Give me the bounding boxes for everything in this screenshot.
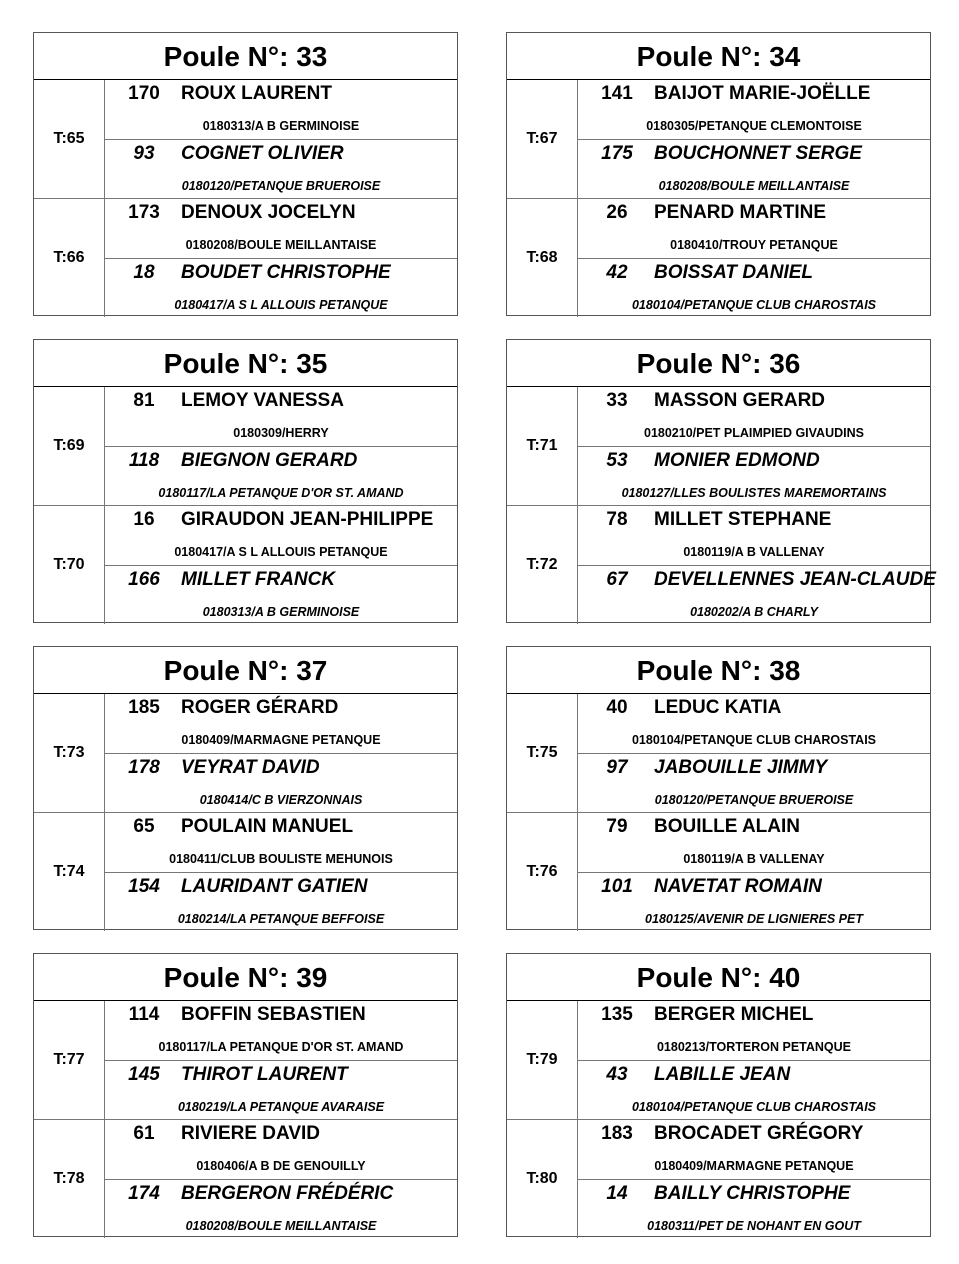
- player-club: 0180417/A S L ALLOUIS PETANQUE: [174, 298, 388, 312]
- table-label: T:76: [507, 813, 578, 931]
- player-entry: [105, 1120, 457, 1179]
- player-entry: [578, 565, 936, 625]
- poule-card-2: [506, 32, 931, 316]
- table-label: T:66: [34, 199, 105, 317]
- player-club: 0180208/BOULE MEILLANTAISE: [658, 179, 850, 193]
- player-entry: [105, 1001, 457, 1060]
- table-label: T:80: [507, 1120, 578, 1238]
- player-entry: [105, 258, 457, 318]
- player-entry: [578, 387, 930, 446]
- match: [34, 1001, 457, 1119]
- player-number: 81: [133, 390, 155, 411]
- player-entry: [578, 1120, 930, 1179]
- player-club: 0180117/LA PETANQUE D'OR ST. AMAND: [158, 486, 404, 500]
- poule-card-5: [33, 646, 458, 930]
- match: [507, 1001, 930, 1119]
- match: [34, 80, 457, 198]
- player-entry: [578, 753, 930, 813]
- player-number: 42: [606, 262, 628, 283]
- player-club: 0180417/A S L ALLOUIS PETANQUE: [174, 545, 388, 559]
- player-entry: [105, 1179, 457, 1239]
- table-label: T:67: [507, 80, 578, 198]
- player-number: 18: [133, 262, 155, 283]
- match: [34, 1119, 457, 1238]
- player-name: BAILLY CHRISTOPHE: [654, 1183, 851, 1204]
- player-name: MASSON GERARD: [654, 390, 826, 411]
- player-number: 40: [606, 697, 628, 718]
- player-entry: [105, 694, 457, 753]
- player-name: BIEGNON GERARD: [181, 450, 358, 471]
- player-name: THIROT LAURENT: [181, 1064, 348, 1085]
- player-name: BOUDET CHRISTOPHE: [181, 262, 391, 283]
- poule-title: Poule N°: 38: [507, 647, 930, 694]
- player-name: BERGERON FRÉDÉRIC: [181, 1183, 394, 1204]
- player-name: BOUCHONNET SERGE: [654, 143, 862, 164]
- player-number: 114: [128, 1004, 160, 1025]
- player-club: 0180104/PETANQUE CLUB CHAROSTAIS: [631, 733, 877, 747]
- player-number: 33: [606, 390, 628, 411]
- player-club: 0180305/PETANQUE CLEMONTOISE: [646, 119, 862, 133]
- player-entry: [105, 80, 457, 139]
- player-club: 0180313/A B GERMINOISE: [202, 605, 360, 619]
- player-entry: [578, 1001, 930, 1060]
- player-number: 101: [601, 876, 633, 897]
- player-club: 0180104/PETANQUE CLUB CHAROSTAIS: [631, 1100, 877, 1114]
- poule-card-7: [33, 953, 458, 1237]
- player-name: NAVETAT ROMAIN: [654, 876, 822, 897]
- player-number: 43: [606, 1064, 628, 1085]
- player-number: 166: [128, 569, 160, 590]
- player-club: 0180119/A B VALLENAY: [683, 545, 825, 559]
- player-entry: [105, 446, 457, 506]
- player-number: 79: [606, 816, 628, 837]
- player-club: 0180313/A B GERMINOISE: [202, 119, 360, 133]
- table-label: T:71: [507, 387, 578, 505]
- player-name: BERGER MICHEL: [654, 1004, 814, 1025]
- table-label: T:78: [34, 1120, 105, 1238]
- match: [507, 812, 930, 931]
- player-number: 185: [128, 697, 160, 718]
- table-label: T:70: [34, 506, 105, 624]
- player-name: MONIER EDMOND: [654, 450, 820, 471]
- player-name: JABOUILLE JIMMY: [654, 757, 828, 778]
- poule-title: Poule N°: 33: [34, 33, 457, 80]
- table-label: T:79: [507, 1001, 578, 1119]
- match: [507, 387, 930, 505]
- player-entry: [578, 1179, 930, 1239]
- table-label: T:65: [34, 80, 105, 198]
- player-name: DEVELLENNES JEAN-CLAUDE: [654, 569, 936, 590]
- match: [34, 198, 457, 317]
- player-entry: [105, 199, 457, 258]
- player-number: 16: [133, 509, 155, 530]
- player-number: 183: [601, 1123, 633, 1144]
- player-club: 0180120/PETANQUE BRUEROISE: [654, 793, 854, 807]
- player-entry: [105, 387, 457, 446]
- player-entry: [105, 813, 457, 872]
- player-entry: [578, 1060, 930, 1120]
- player-entry: [578, 199, 930, 258]
- player-name: ROGER GÉRARD: [181, 697, 339, 718]
- player-entry: [105, 753, 457, 813]
- player-name: BROCADET GRÉGORY: [654, 1123, 864, 1144]
- player-entry: [578, 506, 930, 565]
- player-number: 78: [606, 509, 628, 530]
- player-number: 170: [128, 83, 160, 104]
- player-entry: [105, 139, 457, 199]
- player-club: 0180214/LA PETANQUE BEFFOISE: [177, 912, 385, 926]
- player-entry: [578, 694, 930, 753]
- player-club: 0180117/LA PETANQUE D'OR ST. AMAND: [158, 1040, 404, 1054]
- player-name: LABILLE JEAN: [654, 1064, 791, 1085]
- match: [507, 198, 930, 317]
- poule-title: Poule N°: 39: [34, 954, 457, 1001]
- player-club: 0180208/BOULE MEILLANTAISE: [185, 1219, 377, 1233]
- table-label: T:69: [34, 387, 105, 505]
- poule-card-4: [506, 339, 936, 623]
- player-club: 0180213/TORTERON PETANQUE: [656, 1040, 852, 1054]
- player-club: 0180309/HERRY: [233, 426, 329, 440]
- player-entry: [578, 446, 930, 506]
- match: [34, 505, 457, 624]
- poule-title: Poule N°: 40: [507, 954, 930, 1001]
- player-club: 0180125/AVENIR DE LIGNIERES PET: [645, 912, 863, 926]
- table-label: T:75: [507, 694, 578, 812]
- player-club: 0180119/A B VALLENAY: [683, 852, 825, 866]
- player-name: RIVIERE DAVID: [181, 1123, 321, 1144]
- player-number: 26: [606, 202, 628, 223]
- player-number: 118: [128, 450, 160, 471]
- player-club: 0180311/PET DE NOHANT EN GOUT: [647, 1219, 861, 1233]
- player-entry: [578, 139, 930, 199]
- poule-card-8: [506, 953, 931, 1237]
- poule-title: Poule N°: 36: [507, 340, 930, 387]
- table-label: T:74: [34, 813, 105, 931]
- player-club: 0180219/LA PETANQUE AVARAISE: [177, 1100, 385, 1114]
- player-club: 0180409/MARMAGNE PETANQUE: [181, 733, 381, 747]
- player-entry: [578, 872, 930, 932]
- player-entry: [578, 80, 930, 139]
- player-name: LEDUC KATIA: [654, 697, 782, 718]
- table-label: T:77: [34, 1001, 105, 1119]
- poule-title: Poule N°: 34: [507, 33, 930, 80]
- player-number: 173: [128, 202, 160, 223]
- player-club: 0180411/CLUB BOULISTE MEHUNOIS: [169, 852, 393, 866]
- player-number: 93: [133, 143, 155, 164]
- match: [34, 812, 457, 931]
- player-name: COGNET OLIVIER: [181, 143, 344, 164]
- player-entry: [578, 258, 930, 318]
- match: [507, 505, 936, 624]
- player-club: 0180410/TROUY PETANQUE: [670, 238, 838, 252]
- match: [507, 80, 930, 198]
- player-number: 65: [133, 816, 155, 837]
- player-club: 0180414/C B VIERZONNAIS: [199, 793, 363, 807]
- player-number: 141: [601, 83, 633, 104]
- player-club: 0180104/PETANQUE CLUB CHAROSTAIS: [631, 298, 877, 312]
- player-club: 0180409/MARMAGNE PETANQUE: [654, 1159, 854, 1173]
- player-number: 97: [606, 757, 628, 778]
- player-number: 67: [606, 569, 628, 590]
- poule-card-3: [33, 339, 458, 623]
- poule-title: Poule N°: 37: [34, 647, 457, 694]
- player-entry: [105, 565, 457, 625]
- player-club: 0180202/A B CHARLY: [690, 605, 818, 619]
- table-label: T:72: [507, 506, 578, 624]
- match: [507, 694, 930, 812]
- player-name: POULAIN MANUEL: [181, 816, 354, 837]
- player-club: 0180120/PETANQUE BRUEROISE: [181, 179, 381, 193]
- player-number: 61: [133, 1123, 155, 1144]
- player-name: BOUILLE ALAIN: [654, 816, 801, 837]
- match: [34, 387, 457, 505]
- poule-card-1: [33, 32, 458, 316]
- player-name: BOISSAT DANIEL: [654, 262, 814, 283]
- player-number: 135: [601, 1004, 633, 1025]
- player-entry: [578, 813, 930, 872]
- player-name: PENARD MARTINE: [654, 202, 827, 223]
- player-name: BAIJOT MARIE-JOËLLE: [654, 83, 871, 104]
- poule-card-6: [506, 646, 931, 930]
- player-number: 174: [128, 1183, 160, 1204]
- player-name: ROUX LAURENT: [181, 83, 332, 104]
- player-name: LEMOY VANESSA: [181, 390, 344, 411]
- player-name: BOFFIN SEBASTIEN: [181, 1004, 366, 1025]
- player-club: 0180406/A B DE GENOUILLY: [196, 1159, 366, 1173]
- player-entry: [105, 872, 457, 932]
- player-number: 178: [128, 757, 160, 778]
- player-number: 145: [128, 1064, 160, 1085]
- player-name: MILLET STEPHANE: [654, 509, 832, 530]
- player-club: 0180210/PET PLAIMPIED GIVAUDINS: [644, 426, 864, 440]
- match: [34, 694, 457, 812]
- player-number: 154: [128, 876, 160, 897]
- player-number: 175: [601, 143, 633, 164]
- player-entry: [105, 1060, 457, 1120]
- player-entry: [105, 506, 457, 565]
- player-name: VEYRAT DAVID: [181, 757, 320, 778]
- poule-title: Poule N°: 35: [34, 340, 457, 387]
- player-club: 0180208/BOULE MEILLANTAISE: [185, 238, 377, 252]
- player-name: DENOUX JOCELYN: [181, 202, 356, 223]
- table-label: T:73: [34, 694, 105, 812]
- player-name: LAURIDANT GATIEN: [181, 876, 368, 897]
- table-label: T:68: [507, 199, 578, 317]
- player-number: 14: [606, 1183, 628, 1204]
- match: [507, 1119, 930, 1238]
- player-club: 0180127/LLES BOULISTES MAREMORTAINS: [621, 486, 887, 500]
- player-name: GIRAUDON JEAN-PHILIPPE: [181, 509, 434, 530]
- player-number: 53: [606, 450, 628, 471]
- player-name: MILLET FRANCK: [181, 569, 336, 590]
